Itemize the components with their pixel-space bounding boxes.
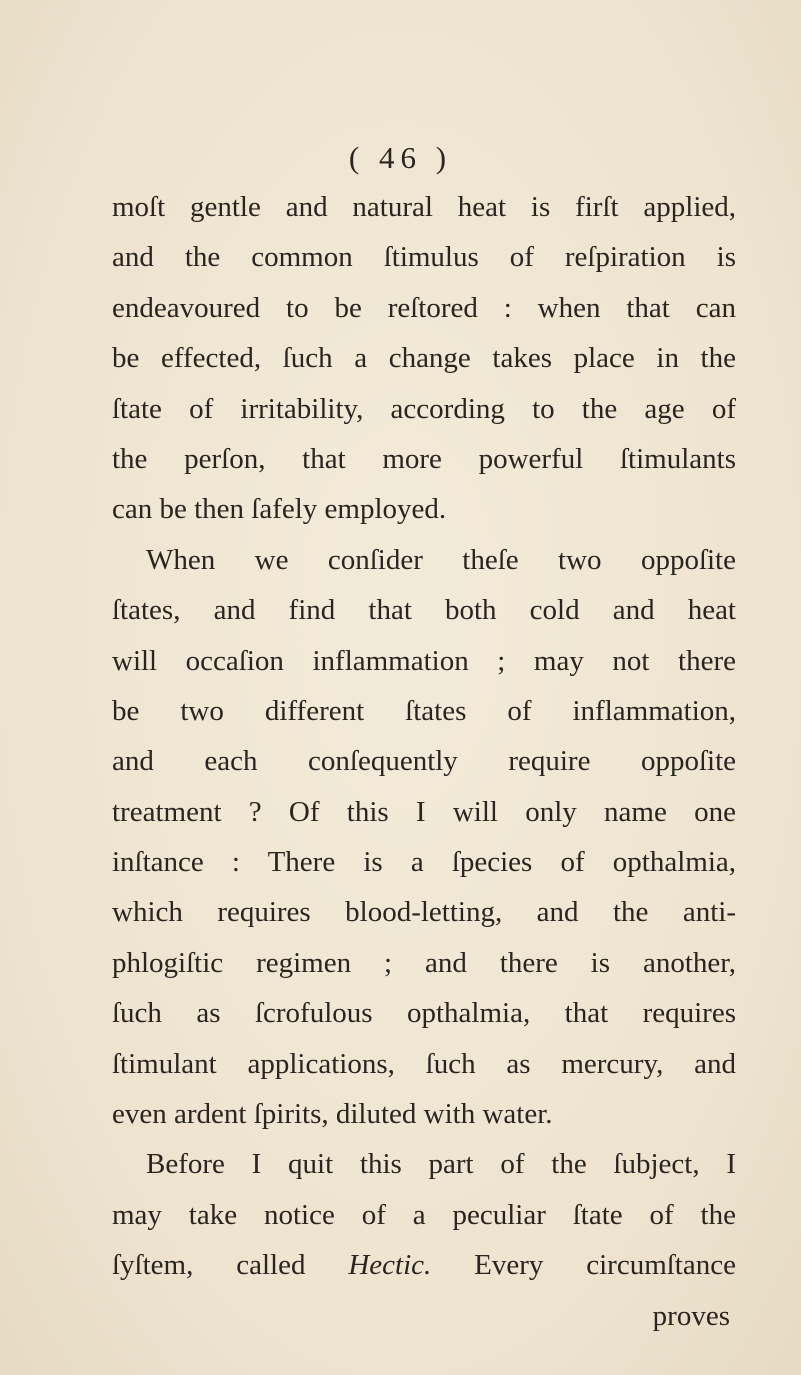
text-line: ſuch as ſcrofulous opthalmia, that requires	[112, 997, 736, 1030]
text-line: ſtates, and find that both cold and heat	[112, 594, 736, 627]
catchword: proves	[652, 1299, 730, 1332]
paragraph-start-line: Before I quit this part of the ſubject, I	[146, 1148, 736, 1181]
text-line: phlogiſtic regimen ; and there is another,	[112, 946, 736, 979]
text-segment: Every circumſtance	[431, 1249, 736, 1282]
text-line: will occaſion inflammation ; may not there	[112, 644, 736, 677]
text-line: may take notice of a peculiar ſtate of the	[112, 1198, 736, 1231]
text-line: ſtate of irritability, according to the age of	[112, 392, 736, 425]
text-line: even ardent ſpirits, diluted with water.	[112, 1098, 553, 1131]
text-line: treatment ? Of this I will only name one	[112, 795, 736, 828]
text-line: inſtance : There is a ſpecies of opthalmia,	[112, 846, 736, 879]
paragraph-start-line: When we conſider theſe two oppoſite	[146, 543, 736, 576]
text-line: moſt gentle and natural heat is firſt applied,	[112, 191, 736, 223]
page-number: ( 46 )	[348, 140, 453, 175]
text-line: be two different ſtates of inflammation,	[112, 694, 736, 727]
text-line: can be then ſafely employed.	[112, 493, 447, 526]
text-line: the perſon, that more powerful ſtimulants	[112, 442, 736, 475]
body-text	[112, 182, 736, 1341]
text-line: be effected, ſuch a change takes place in the	[112, 342, 736, 375]
italic-term: Hectic.	[348, 1249, 432, 1282]
text-line: and each conſequently require oppoſite	[112, 745, 736, 778]
text-line: and the common ſtimulus of reſpiration is	[112, 241, 736, 274]
text-line: which requires blood-letting, and the anti-	[112, 896, 736, 929]
text-line: endeavoured to be reſtored : when that can	[112, 291, 736, 324]
text-line: ſtimulant applications, ſuch as mercury, and	[112, 1047, 736, 1080]
text-line	[112, 1240, 736, 1290]
text-segment: ſyſtem, called	[112, 1249, 349, 1282]
